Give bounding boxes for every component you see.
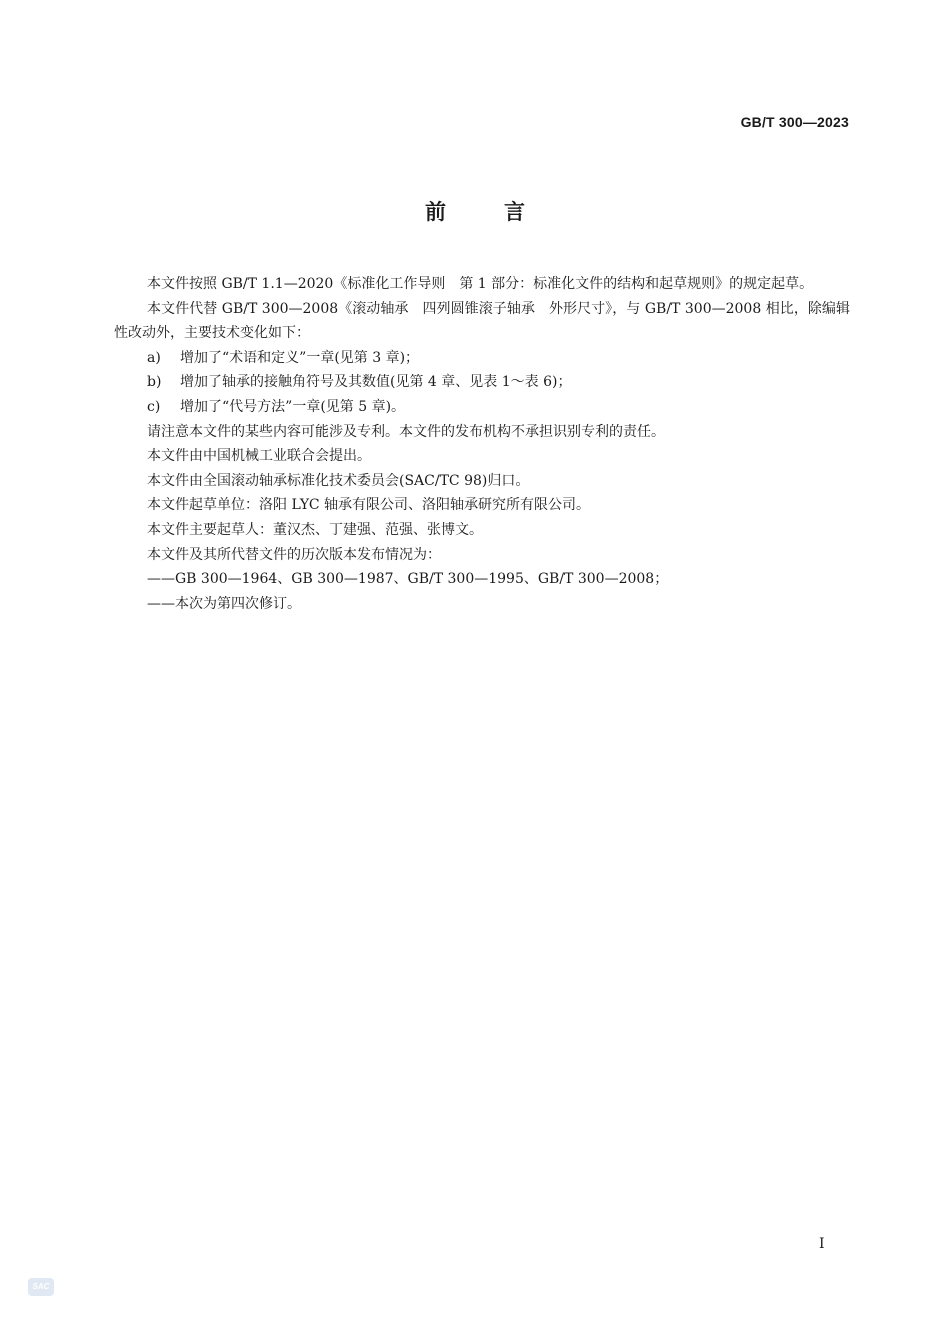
- paragraph-drafters: 本文件主要起草人：董汉杰、丁建强、范强、张博文。: [147, 521, 483, 538]
- list-item: [114, 370, 850, 395]
- list-item-label: b): [147, 374, 162, 391]
- page-title: [0, 196, 950, 226]
- paragraph-replaces: 本文件代替 GB/T 300—2008《滚动轴承 四列圆锥滚子轴承 外形尺寸》，与 GB/T 300—2008 相比，除编辑性改动外，主要技术变化如下：: [114, 300, 850, 342]
- paragraph-drafting-units: 本文件起草单位：洛阳 LYC 轴承有限公司、洛阳轴承研究所有限公司。: [147, 497, 591, 514]
- history-entry-versions: ——GB 300—1964、GB 300—1987、GB/T 300—1995、GB/T 300—2008；: [147, 571, 669, 588]
- paragraph-committee: 本文件由全国滚动轴承标准化技术委员会(SAC/TC 98)归口。: [147, 472, 530, 489]
- page-number: I: [819, 1236, 825, 1252]
- list-item-label: a): [147, 349, 161, 366]
- foreword-body: [114, 272, 850, 616]
- list-item: [114, 346, 850, 371]
- list-item-text: 增加了“代号方法”一章(见第 5 章)。: [180, 398, 406, 415]
- paragraph-proposer: 本文件由中国机械工业联合会提出。: [147, 448, 371, 465]
- standard-code: GB/T 300—2023: [740, 114, 849, 130]
- title-char-2: 言: [504, 200, 525, 224]
- list-item: [114, 395, 850, 420]
- list-item-label: c): [147, 398, 161, 415]
- history-entry-revision: ——本次为第四次修订。: [147, 595, 301, 612]
- sac-logo: SAC: [28, 1278, 54, 1296]
- list-item-text: 增加了轴承的接触角符号及其数值(见第 4 章、见表 1～表 6)；: [180, 374, 572, 391]
- paragraph-drafting-rules: 本文件按照 GB/T 1.1—2020《标准化工作导则 第 1 部分：标准化文件的结构和起草规则》的规定起草。: [147, 276, 814, 292]
- title-char-1: 前: [425, 200, 446, 224]
- paragraph-patent-notice: 请注意本文件的某些内容可能涉及专利。本文件的发布机构不承担识别专利的责任。: [147, 423, 665, 440]
- paragraph-history-intro: 本文件及其所代替文件的历次版本发布情况为：: [147, 546, 441, 563]
- list-item-text: 增加了“术语和定义”一章(见第 3 章)；: [180, 349, 420, 366]
